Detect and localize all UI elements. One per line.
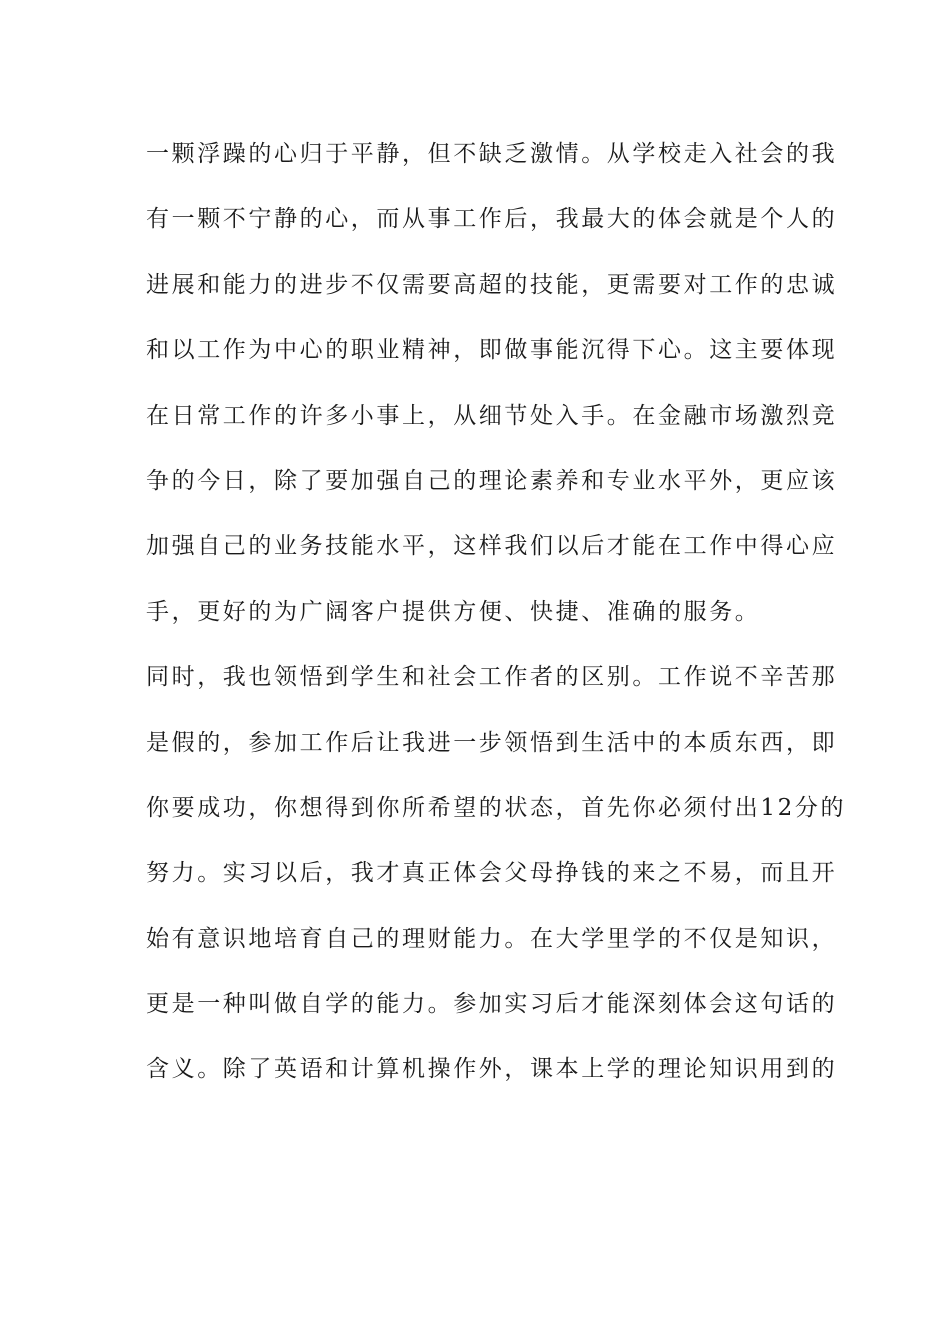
text-line: 是假的，参加工作后让我进一步领悟到生活中的本质东西，即 [146, 729, 838, 756]
text-line: 有一颗不宁静的心，而从事工作后，我最大的体会就是个人的 [146, 206, 838, 233]
text-line: 进展和能力的进步不仅需要高超的技能，更需要对工作的忠诚 [146, 271, 838, 298]
text-line: 手，更好的为广阔客户提供方便、快捷、准确的服务。 [146, 598, 761, 625]
text-line: 和以工作为中心的职业精神，即做事能沉得下心。这主要体现 [146, 337, 838, 364]
body-text [146, 130, 847, 1111]
text-line: 加强自己的业务技能水平，这样我们以后才能在工作中得心应 [146, 533, 838, 560]
text-line: 更是一种叫做自学的能力。参加实习后才能深刻体会这句话的 [146, 991, 838, 1018]
text-line: 在日常工作的许多小事上，从细节处入手。在金融市场激烈竞 [146, 402, 838, 429]
text-line: 你要成功，你想得到你所希望的状态，首先你必须付出12分的 [146, 794, 847, 821]
text-line: 含义。除了英语和计算机操作外，课本上学的理论知识用到的 [146, 1056, 838, 1083]
text-line: 一颗浮躁的心归于平静，但不缺乏激情。从学校走入社会的我 [146, 141, 838, 167]
text-line: 争的今日，除了要加强自己的理论素养和专业水平外，更应该 [146, 467, 838, 494]
text-line: 努力。实习以后，我才真正体会父母挣钱的来之不易，而且开 [146, 860, 838, 887]
text-line: 始有意识地培育自己的理财能力。在大学里学的不仅是知识， [146, 925, 838, 952]
text-line: 同时，我也领悟到学生和社会工作者的区别。工作说不辛苦那 [146, 664, 838, 691]
